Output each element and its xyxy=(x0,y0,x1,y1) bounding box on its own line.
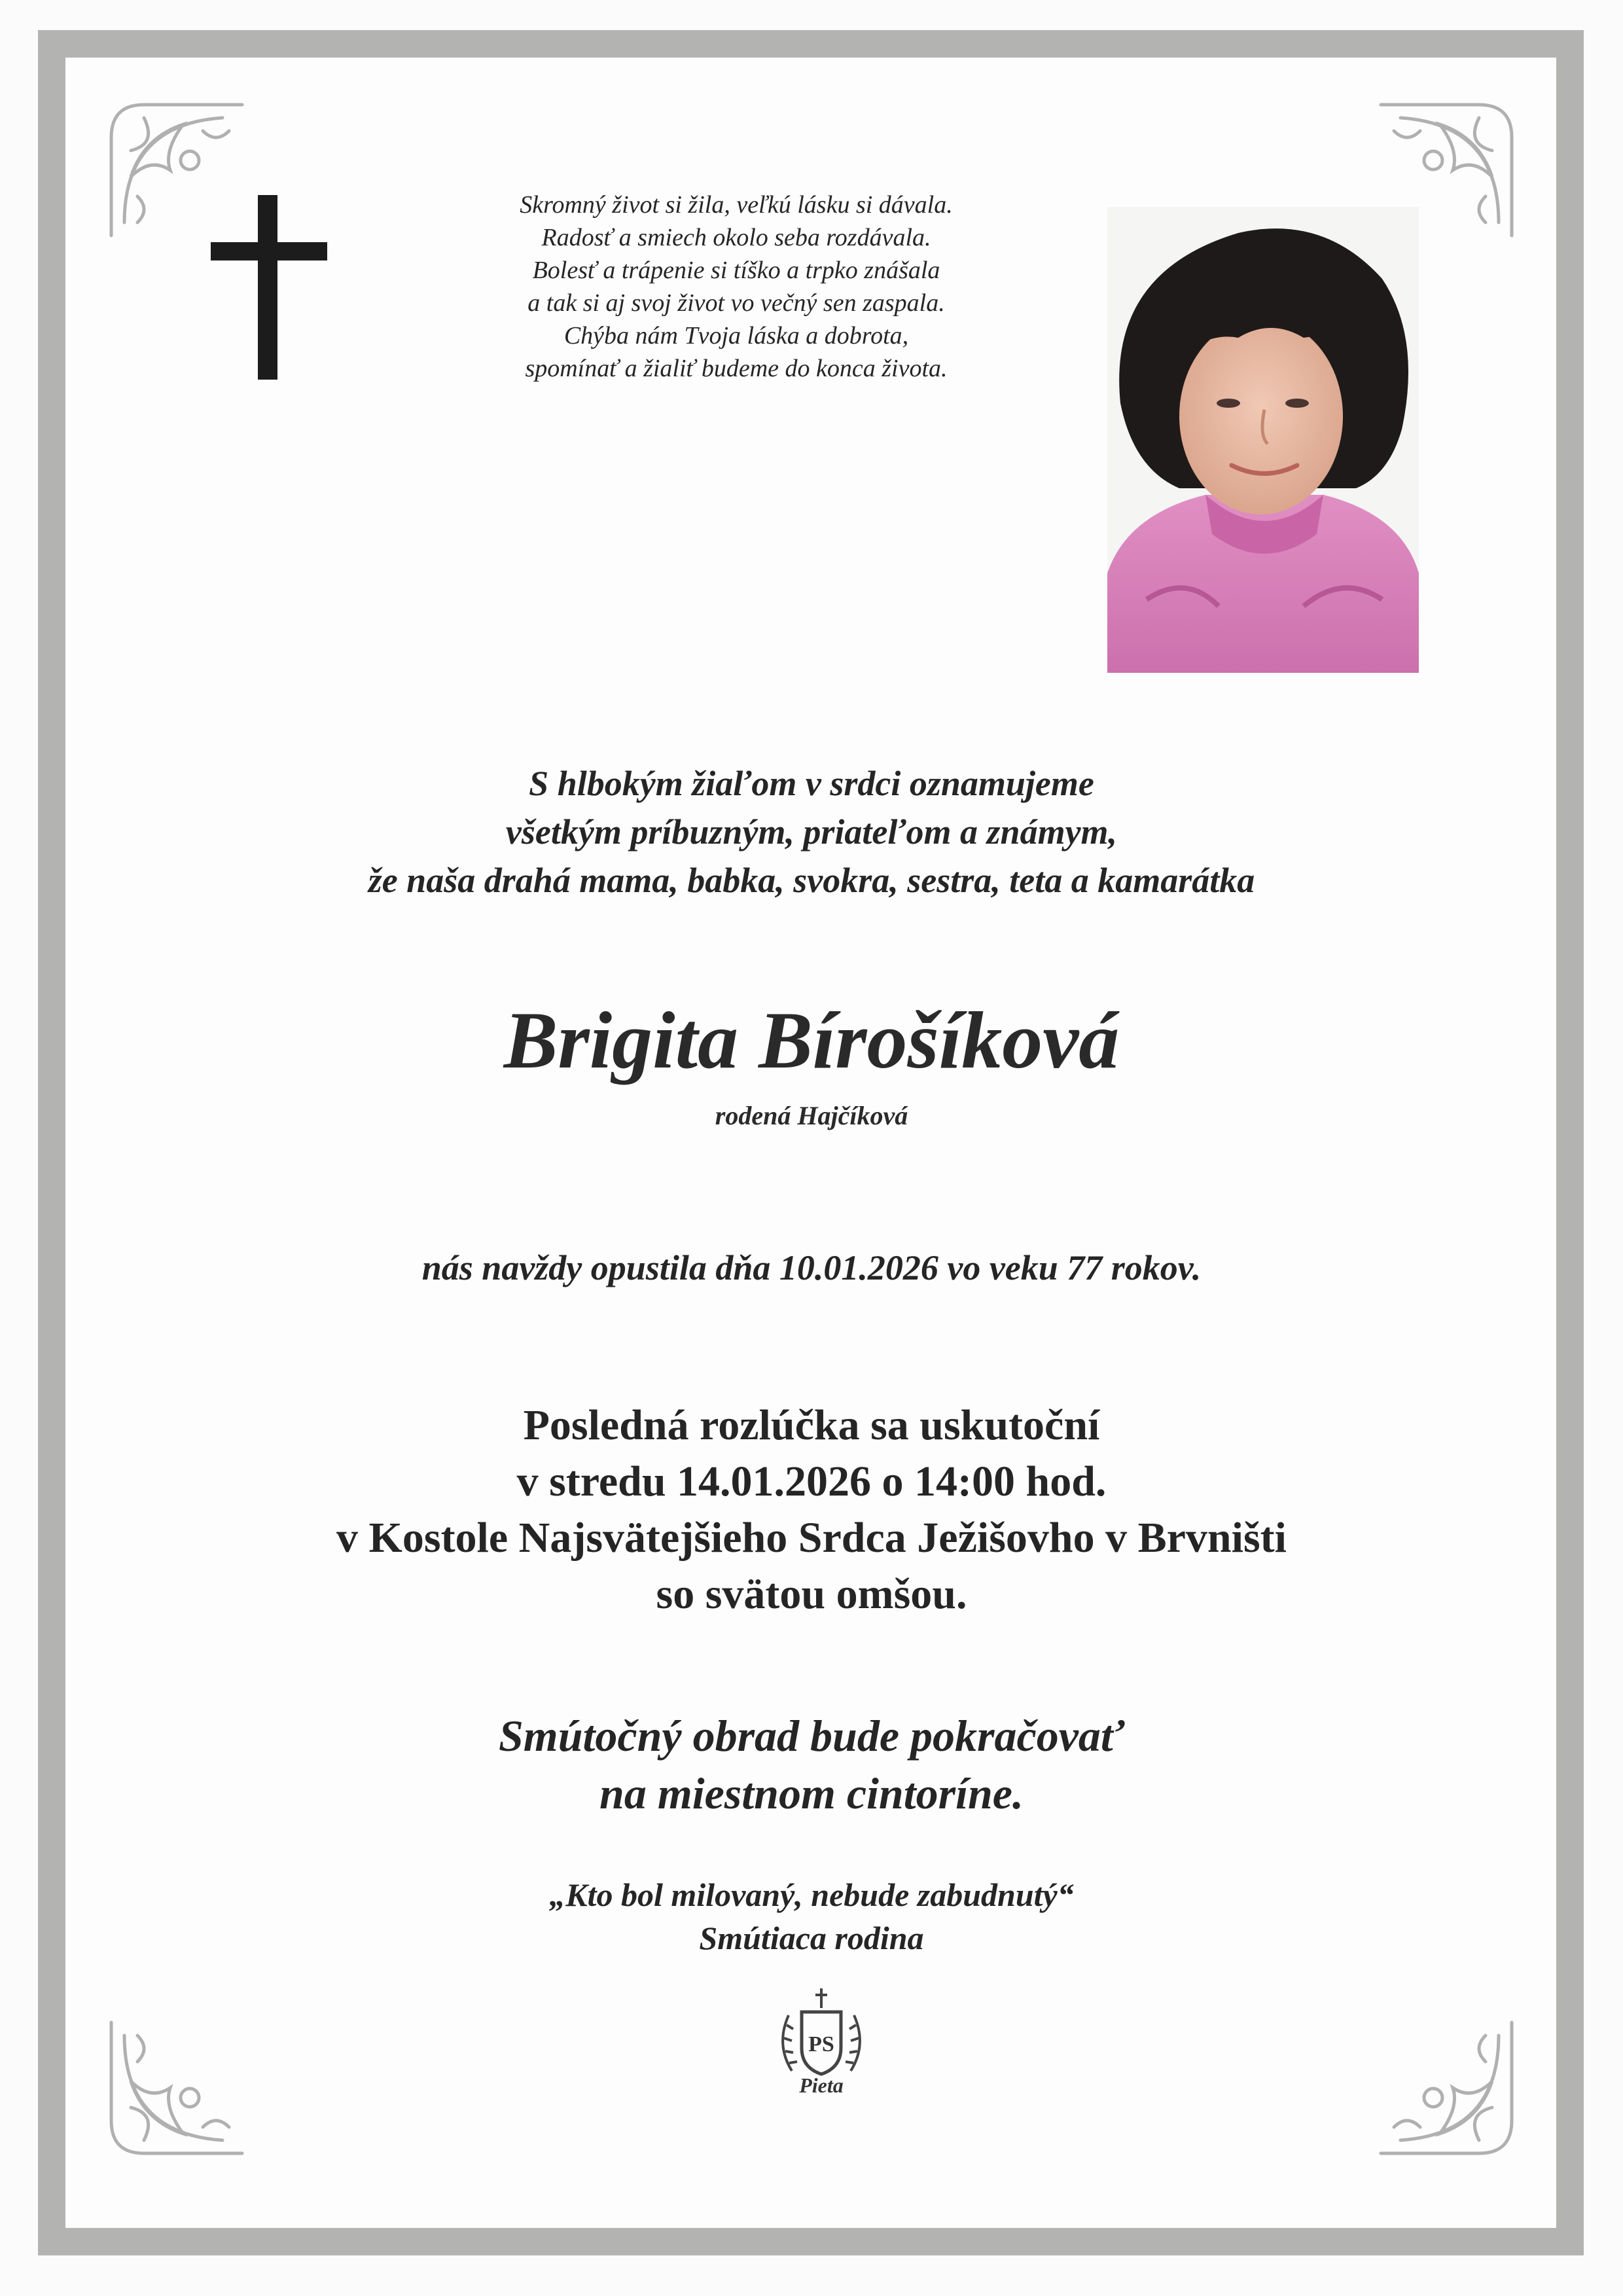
closing-quote: „Kto bol milovaný, nebude zabudnutý“ xyxy=(549,1876,1074,1913)
poem-line: a tak si aj svoj život vo večný sen zaspala. xyxy=(527,289,945,317)
closing xyxy=(0,1873,1623,1960)
ceremony-line: Smútočný obrad bude pokračovať xyxy=(498,1711,1125,1761)
poem xyxy=(366,188,1106,385)
poem-line: spomínať a žialiť budeme do konca života. xyxy=(525,355,948,382)
signature: Smútiaca rodina xyxy=(699,1920,924,1956)
logo-name: Pieta xyxy=(799,2073,844,2097)
poem-line: Chýba nám Tvoja láska a dobrota, xyxy=(563,322,909,350)
funeral-line: Posledná rozlúčka sa uskutoční xyxy=(523,1401,1100,1449)
logo-monogram: PS xyxy=(808,2032,834,2056)
funeral-line: v Kostole Najsvätejšieho Srdca Ježišovho v Brvništi xyxy=(336,1514,1287,1562)
ceremony-line: na miestnom cintoríne. xyxy=(599,1768,1024,1818)
maiden-name: rodená Hajčíková xyxy=(715,1101,908,1130)
announcement-line: všetkým príbuzným, priateľom a známym, xyxy=(505,812,1118,852)
pieta-logo-icon xyxy=(772,1986,870,2081)
funeral-line: v stredu 14.01.2026 o 14:00 hod. xyxy=(516,1458,1107,1505)
corner-ornament-bottom-right xyxy=(1374,2016,1518,2160)
poem-line: Skromný život si žila, veľkú lásku si dávala. xyxy=(520,191,953,219)
poem-line: Radosť a smiech okolo seba rozdávala. xyxy=(541,224,931,251)
cross-icon xyxy=(211,195,327,380)
announcement-line: S hlbokým žiaľom v srdci oznamujeme xyxy=(529,764,1094,803)
deceased-name: Brigita Bírošíková xyxy=(503,996,1120,1085)
funeral-details xyxy=(0,1397,1623,1623)
poem-line: Bolesť a trápenie si tíško a trpko znášala xyxy=(532,257,940,284)
ceremony-details xyxy=(0,1707,1623,1822)
announcement xyxy=(0,759,1623,905)
funeral-line: so svätou omšou. xyxy=(656,1570,967,1618)
announcement-line: že naša drahá mama, babka, svokra, sestra, teta a kamarátka xyxy=(368,861,1255,900)
portrait-photo xyxy=(1107,207,1419,673)
corner-ornament-bottom-left xyxy=(105,2016,249,2160)
death-notice: nás navždy opustila dňa 10.01.2026 vo veku 77 rokov. xyxy=(421,1248,1202,1287)
